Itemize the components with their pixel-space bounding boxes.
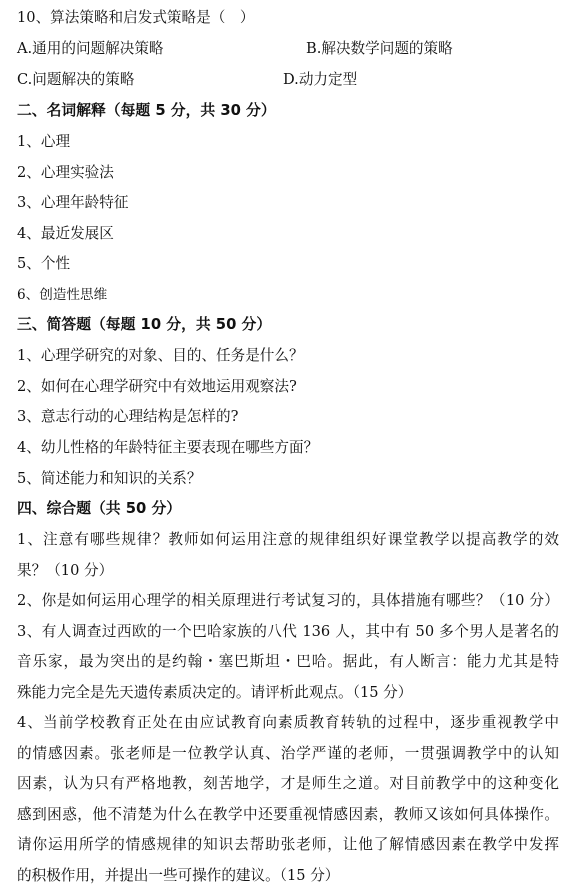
question-10-option-c: C.问题解决的策略 [17, 71, 135, 88]
section-4-heading: 四、综合题（共 50 分） [17, 500, 182, 517]
section-4-line: 感到困惑，他不清楚为什么在教学中还要重视情感因素，教师又该如何具体操作。 [17, 806, 559, 823]
question-10-option-b: B.解决数学问题的策略 [306, 40, 453, 57]
section-4-line: 殊能力完全是先天遗传素质决定的。请评析此观点。（15 分） [17, 684, 413, 701]
question-10-option-d: D.动力定型 [283, 71, 358, 88]
section-3-item: 4、幼儿性格的年龄特征主要表现在哪些方面？ [17, 439, 319, 456]
section-4-line: 4、当前学校教育正处在由应试教育向素质教育转轨的过程中，逐步重视教学中 [17, 714, 559, 731]
section-4-line: 3、有人调查过西欧的一个巴哈家族的八代 136 人，其中有 50 多个男人是著名的 [17, 623, 559, 640]
section-4-line: 请你运用所学的情感规律的知识去帮助张老师，让他了解情感因素在教学中发挥 [17, 836, 559, 853]
section-4-line: 1、注意有哪些规律？教师如何运用注意的规律组织好课堂教学以提高教学的效 [17, 531, 559, 548]
section-3-item: 1、心理学研究的对象、目的、任务是什么？ [17, 347, 304, 364]
section-2-item: 3、心理年龄特征 [17, 194, 129, 211]
section-2-item: 4、最近发展区 [17, 225, 114, 242]
question-10-stem: 10、算法策略和启发式策略是（ ） [17, 9, 255, 26]
section-4-line: 的积极作用，并提出一些可操作的建议。（15 分） [17, 867, 340, 884]
section-2-item: 2、心理实验法 [17, 164, 114, 181]
section-3-heading: 三、简答题（每题 10 分，共 50 分） [17, 316, 272, 333]
section-4-line: 2、你是如何运用心理学的相关原理进行考试复习的，具体措施有哪些？（10 分） [17, 592, 559, 609]
question-10-option-a: A.通用的问题解决策略 [17, 40, 164, 57]
section-2-heading: 二、名词解释（每题 5 分，共 30 分） [17, 102, 276, 119]
section-2-item: 5、个性 [17, 255, 71, 272]
section-4-line: 音乐家，最为突出的是约翰・塞巴斯坦・巴哈。据此，有人断言：能力尤其是特 [17, 653, 559, 670]
section-4-line: 因素，认为只有严格地教，刻苦地学，才是师生之道。对目前教学中的这种变化 [17, 775, 559, 792]
section-2-item: 1、心理 [17, 133, 71, 150]
section-4-line: 果？（10 分） [17, 562, 114, 579]
section-3-item: 5、简述能力和知识的关系？ [17, 470, 202, 487]
section-2-item: 6、创造性思维 [17, 287, 108, 303]
section-3-item: 2、如何在心理学研究中有效地运用观察法? [17, 378, 297, 395]
section-4-line: 的情感因素。张老师是一位教学认真、治学严谨的老师，一贯强调教学中的认知 [17, 745, 559, 762]
section-3-item: 3、意志行动的心理结构是怎样的? [17, 408, 239, 425]
